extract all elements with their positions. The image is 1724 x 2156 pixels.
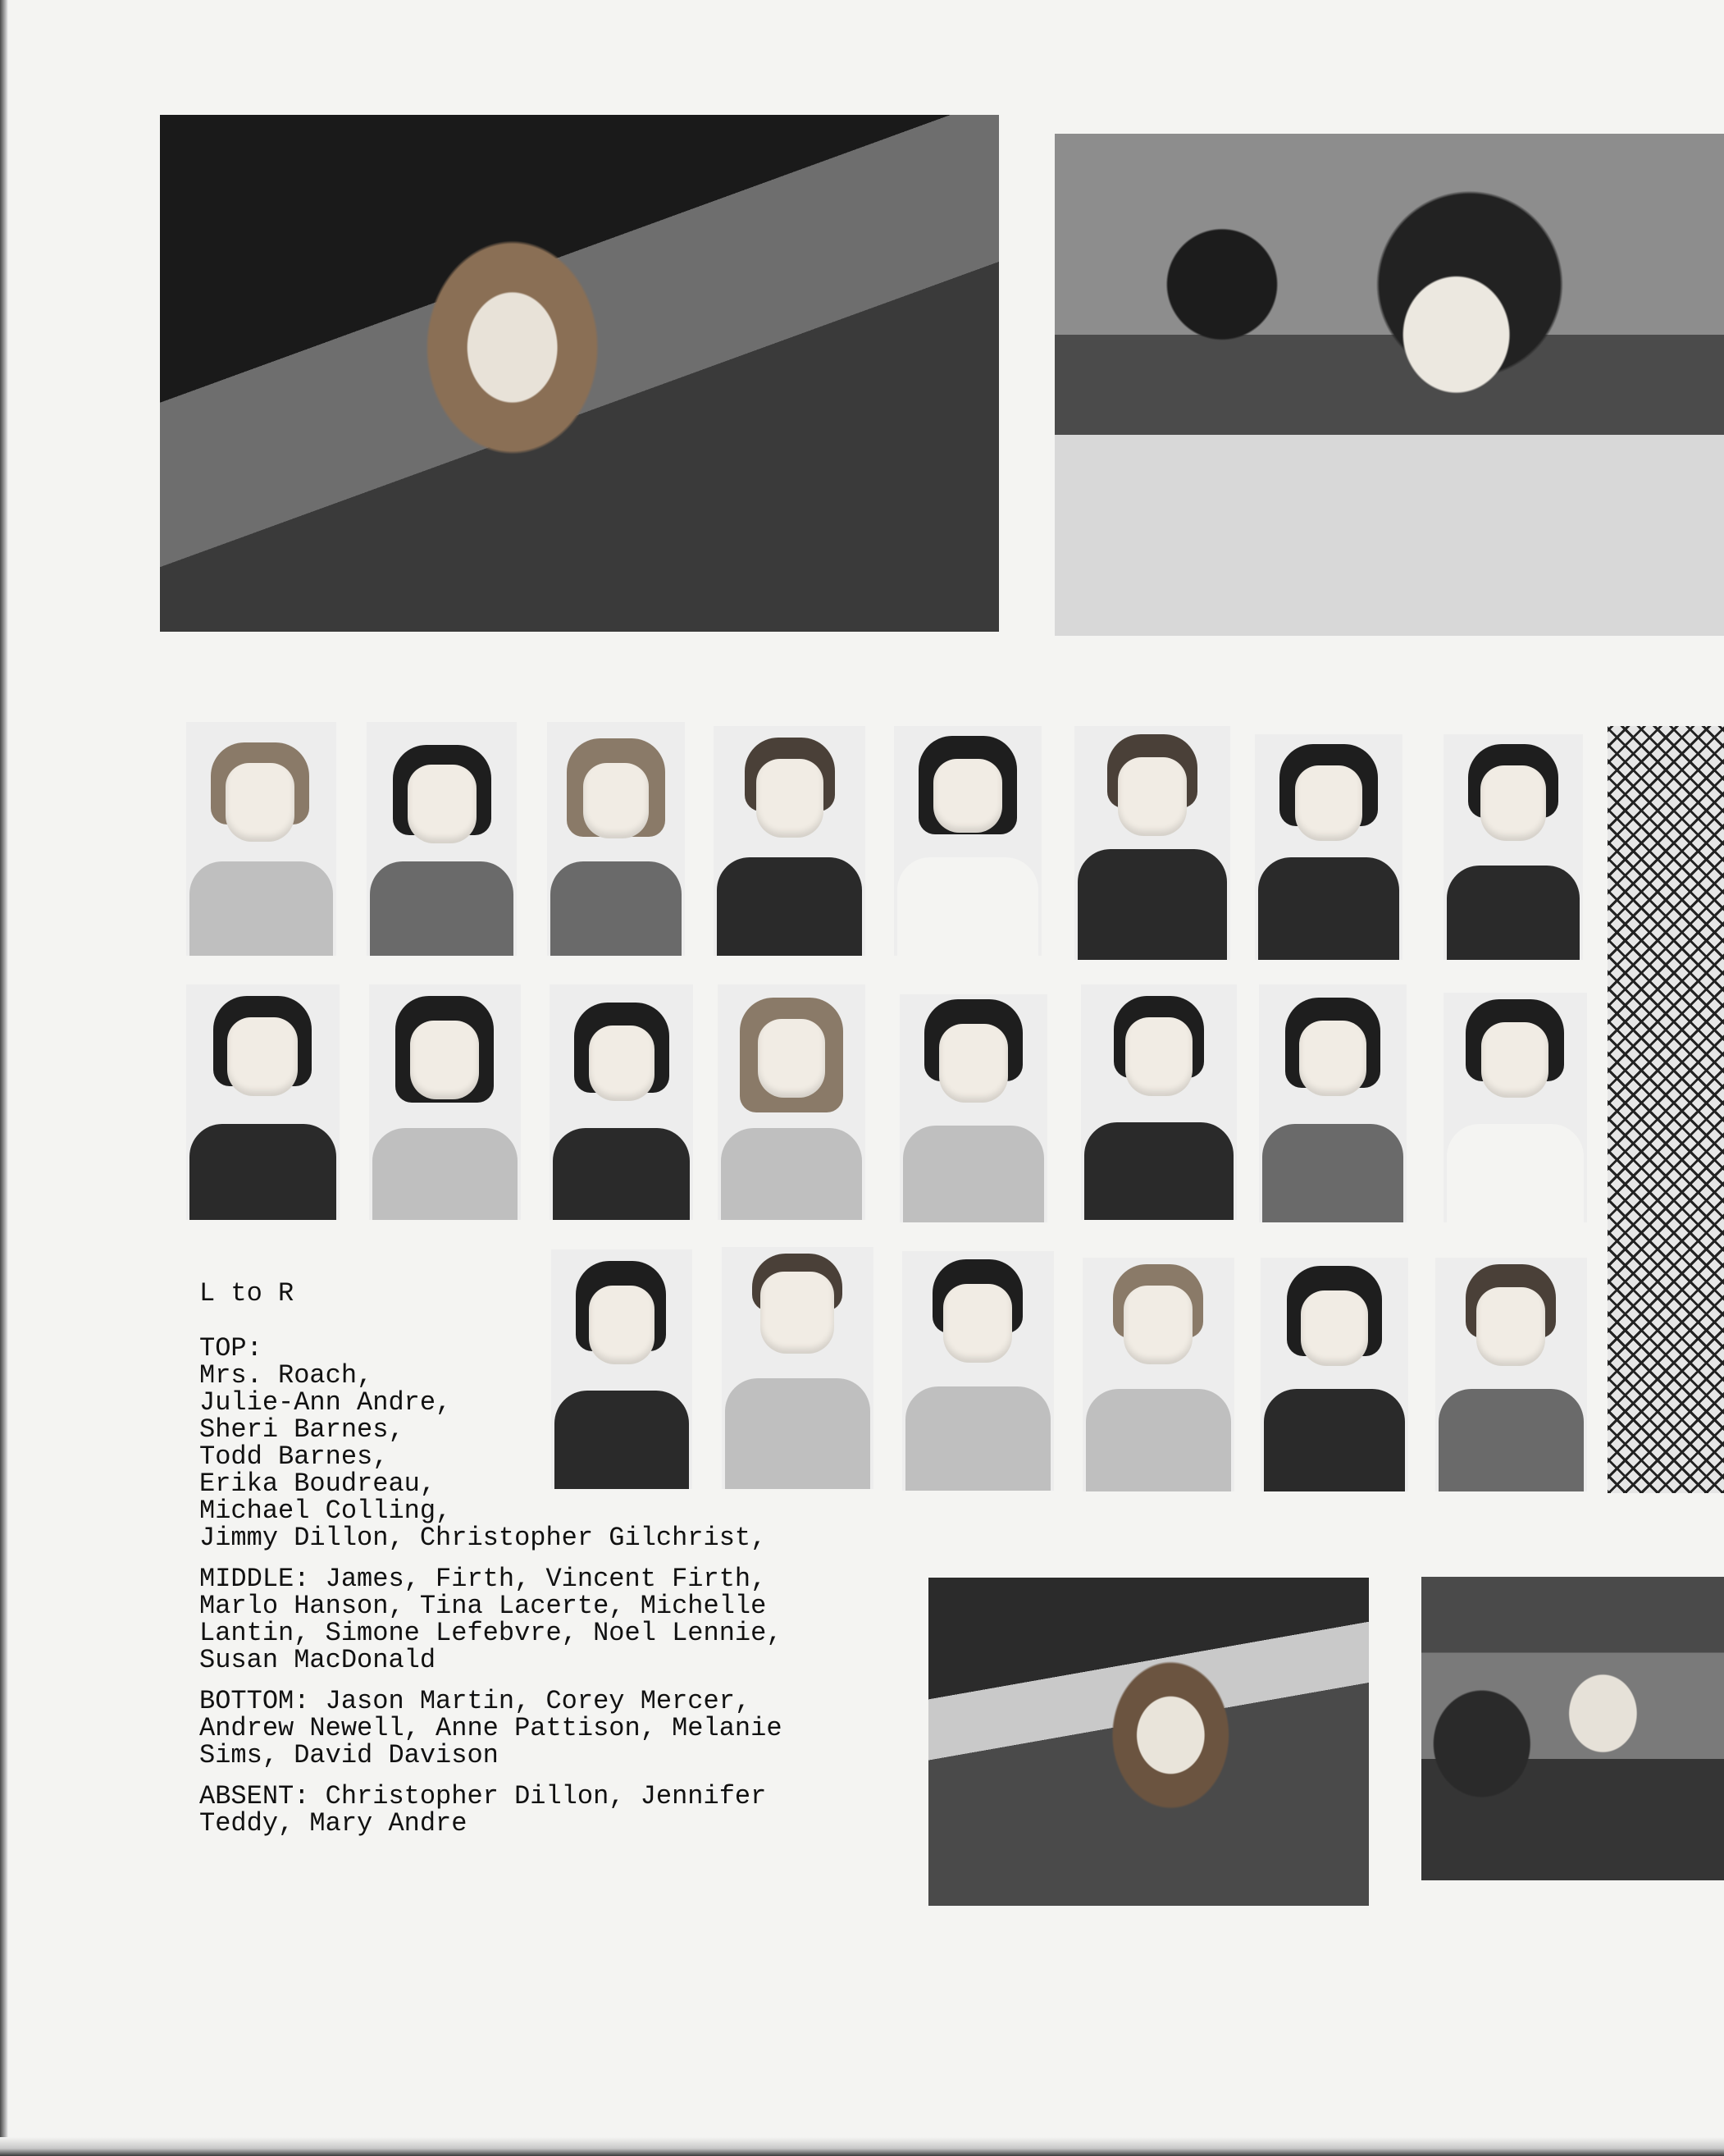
class-portrait	[718, 984, 865, 1220]
bottom-row-names: BOTTOM: Jason Martin, Corey Mercer, Andrew Newell, Anne Pattison, Melanie Sims, David Davison	[199, 1686, 782, 1770]
class-portrait	[186, 984, 340, 1220]
class-portrait	[369, 984, 521, 1220]
class-portrait	[714, 726, 865, 956]
order-label: L to R	[199, 1278, 294, 1309]
class-portrait	[1083, 1258, 1234, 1491]
page-bottom-edge	[0, 2137, 1724, 2156]
class-portrait	[186, 722, 336, 956]
class-portrait	[1259, 984, 1407, 1222]
class-portrait	[550, 984, 693, 1220]
class-portrait	[894, 726, 1042, 956]
class-portrait	[1444, 734, 1583, 960]
class-portrait	[367, 722, 517, 956]
top-name-line: Jimmy Dillon, Christopher Gilchrist,	[199, 1523, 767, 1553]
page-binding-edge	[0, 0, 8, 2156]
top-row-names	[199, 1335, 905, 1551]
top-name-line: Mrs. Roach,	[199, 1360, 373, 1391]
class-portrait	[1435, 1258, 1587, 1491]
top-heading: TOP:	[199, 1333, 262, 1363]
class-portrait	[900, 994, 1047, 1222]
candid-photo-children-board	[1421, 1577, 1724, 1880]
middle-row-names: MIDDLE: James, Firth, Vincent Firth, Marlo Hanson, Tina Lacerte, Michelle Lantin, Simone Lefebvre, Noel Lennie, Susan MacDonald	[199, 1564, 782, 1675]
absent-names: ABSENT: Christopher Dillon, Jennifer Teddy, Mary Andre	[199, 1781, 767, 1839]
candid-photo-girls-classroom	[928, 1578, 1369, 1906]
zigzag-pattern-border	[1608, 726, 1724, 1493]
photo-caption	[199, 1280, 905, 1851]
top-name-line: Todd Barnes,	[199, 1441, 389, 1472]
class-portrait	[1255, 734, 1402, 960]
class-portrait	[1444, 993, 1587, 1222]
candid-photo-boy-smiling	[1055, 134, 1724, 636]
top-name-line: Erika Boudreau,	[199, 1469, 436, 1499]
class-portrait	[547, 722, 685, 956]
class-portrait	[1261, 1258, 1408, 1491]
top-name-line: Michael Colling,	[199, 1496, 452, 1526]
class-portrait	[1081, 984, 1237, 1220]
class-portrait	[1074, 726, 1230, 960]
top-name-line: Sheri Barnes,	[199, 1414, 404, 1445]
top-name-line: Julie-Ann Andre,	[199, 1387, 452, 1418]
candid-photo-girl-drawing	[160, 115, 999, 632]
class-portrait	[902, 1251, 1054, 1491]
